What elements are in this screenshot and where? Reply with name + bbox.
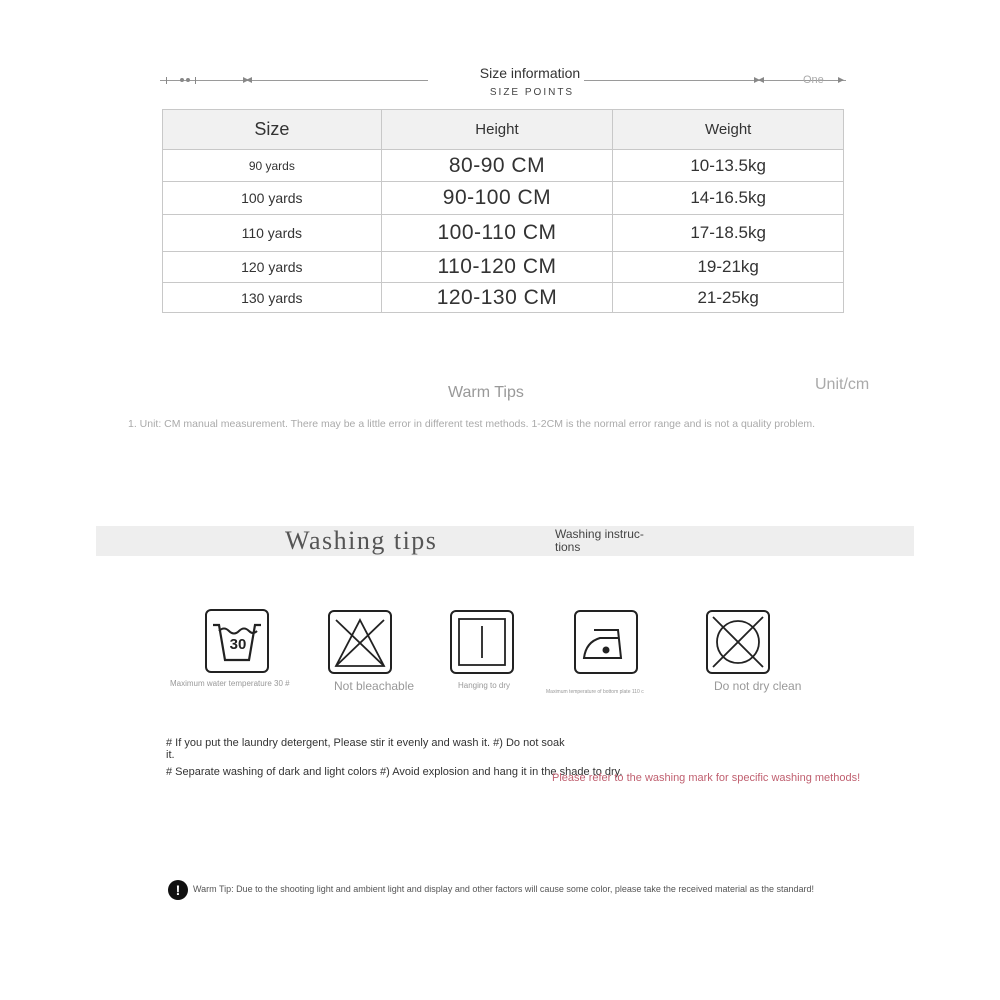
size-cell: 90 yards [163, 150, 382, 182]
wash-temperature-number: 30 [229, 636, 247, 653]
size-table [162, 109, 844, 313]
weight-cell: 17-18.5kg [613, 215, 844, 252]
no-bleach-label: Not bleachable [334, 679, 415, 693]
size-cell: 120 yards [163, 252, 382, 283]
column-header-height: Height [381, 110, 613, 150]
hang-dry-label: Hanging to dry [458, 681, 511, 690]
wash-30-icon [205, 609, 269, 673]
column-header-weight: Weight [613, 110, 844, 150]
table-row [163, 182, 844, 215]
height-cell: 90-100 CM [381, 182, 613, 215]
height-cell: 120-130 CM [381, 283, 613, 313]
unit-label: Unit/cm [815, 376, 870, 393]
size-cell: 130 yards [163, 283, 382, 313]
weight-cell: 21-25kg [613, 283, 844, 313]
height-cell: 100-110 CM [381, 215, 613, 252]
measurement-note: 1. Unit: CM manual measurement. There may be a little error in different test methods. 1-2CM is the normal error range and is not a quality problem. [128, 418, 816, 430]
no-dry-clean-icon [706, 610, 770, 674]
warning-icon: ! [168, 880, 188, 900]
weight-cell: 10-13.5kg [613, 150, 844, 182]
size-info-title: Size information [479, 65, 581, 81]
height-cell: 80-90 CM [381, 150, 613, 182]
separate-wash-note: # Separate washing of dark and light colors #) Avoid explosion and hang it in the shade to dry. [166, 766, 623, 778]
washing-mark-note: Please refer to the washing mark for specific washing methods! [552, 772, 861, 784]
table-row [163, 150, 844, 182]
table-row [163, 252, 844, 283]
table-header-row [163, 110, 844, 150]
table-row [163, 283, 844, 313]
no-dry-clean-label: Do not dry clean [714, 679, 802, 693]
no-bleach-icon [328, 610, 392, 674]
iron-label: Maximum temperature of bottom plate 110 c [546, 689, 644, 695]
washing-banner [96, 526, 914, 556]
table-row [163, 215, 844, 252]
washing-instructions-label: Washing instruc-tions [555, 527, 644, 554]
washing-tips-title: Washing tips [285, 526, 438, 555]
color-disclaimer: Warm Tip: Due to the shooting light and ambient light and display and other factors will cause some color, please take the received material as the standard! [193, 884, 815, 894]
hang-dry-icon [450, 610, 514, 674]
iron-icon [574, 610, 638, 674]
wash-30-label: Maximum water temperature 30 # [170, 679, 290, 688]
weight-cell: 14-16.5kg [613, 182, 844, 215]
warm-tips-title: Warm Tips [448, 384, 524, 401]
one-label: One [803, 74, 824, 86]
size-points-subtitle: SIZE POINTS [489, 87, 575, 98]
height-cell: 110-120 CM [381, 252, 613, 283]
weight-cell: 19-21kg [613, 252, 844, 283]
detergent-note: # If you put the laundry detergent, Please stir it evenly and wash it. #) Do not soak it. [166, 737, 565, 761]
size-cell: 100 yards [163, 182, 382, 215]
size-cell: 110 yards [163, 215, 382, 252]
column-header-size: Size [163, 110, 382, 150]
